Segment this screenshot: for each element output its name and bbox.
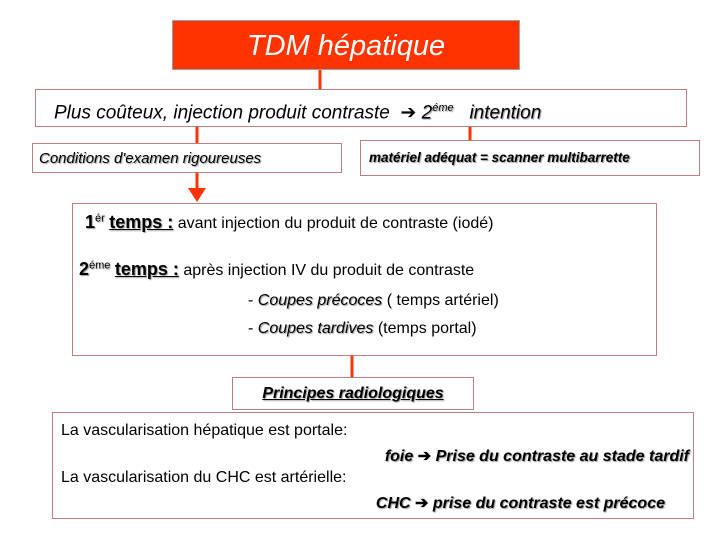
arrowhead-down [188,188,206,202]
coupes-tardives-line [248,320,477,338]
temps2-word: temps : [114,259,179,279]
title-box [172,20,520,70]
coupes-dash: - [248,320,258,337]
temps1-line [85,212,493,233]
arrow-right-icon: ➔ [415,495,429,512]
materiel-box [360,140,700,176]
arrow-right-icon: ➔ [417,448,432,465]
intention-sup: éme [432,102,454,114]
vasc-line-3 [61,469,346,487]
cost-text: Plus coûteux, injection produit contraste [54,102,390,124]
temps2-line [79,259,474,280]
temps2-text: après injection IV du produit de contraste [178,262,475,279]
temps-box [72,203,657,356]
cost-box [35,89,687,127]
foie-label: foie [384,448,414,465]
coupes-precoces-label: Coupes précoces [257,292,383,309]
temps2-sup: éme [89,259,111,272]
coupes-precoces-text: ( temps artériel) [382,292,499,309]
chc-contraste-text: prise du contraste est précoce [432,495,665,512]
vascularisation-box [52,412,694,519]
chc-label: CHC [375,495,411,512]
principes-box [232,377,474,410]
coupes-tardives-label: Coupes tardives [257,320,374,337]
principes-text: Principes radiologiques [262,385,444,402]
temps2-number: 2 [79,259,90,279]
vasc-line-4 [376,493,665,513]
temps1-number: 1 [85,212,96,232]
vasc-hepatique-text: La vascularisation hépatique est portale: [61,422,348,439]
vasc-line-1 [61,422,347,440]
temps1-word: temps : [109,212,174,232]
materiel-text: matériel adéquat = scanner multibarrette [369,150,630,165]
conditions-text: Conditions d'examen rigoureuses [39,150,262,167]
intention-word: intention [469,102,542,124]
foie-contraste-text: Prise du contraste au stade tardif [435,448,689,465]
page-title: TDM hépatique [246,30,446,62]
arrow-right-icon: ➔ [400,102,417,124]
coupes-tardives-text: (temps portal) [373,320,477,337]
conditions-box [32,143,342,173]
coupes-dash: - [248,292,258,309]
intention-number: 2 [421,102,433,124]
coupes-precoces-line [248,292,499,310]
vasc-line-2 [385,446,689,466]
temps1-text: avant injection du produit de contraste (iodé) [173,215,494,232]
temps1-sup: ér [95,212,105,225]
vasc-chc-text: La vascularisation du CHC est artérielle: [61,469,347,486]
